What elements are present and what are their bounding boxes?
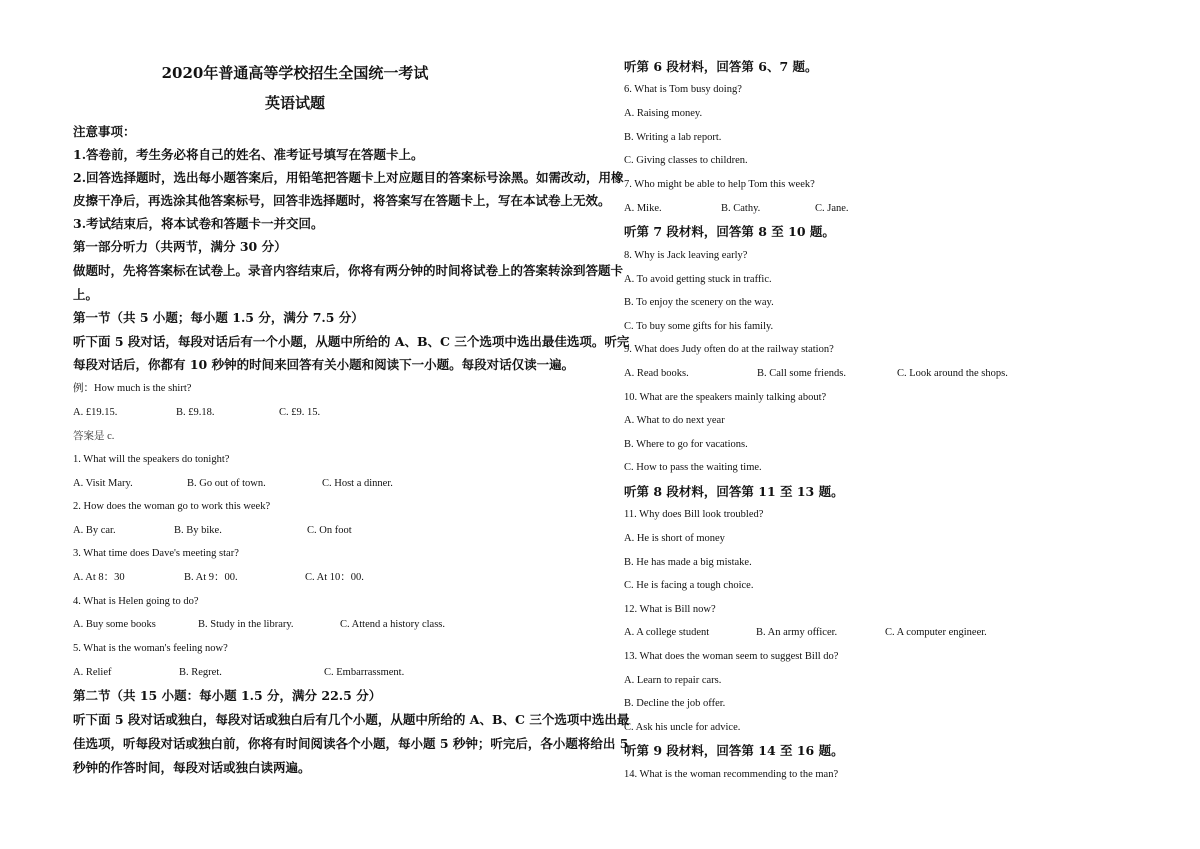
answer-option: A. Mike. bbox=[624, 203, 662, 214]
answer-option: C. How to pass the waiting time. bbox=[624, 462, 762, 473]
answer-option: C. Host a dinner. bbox=[322, 478, 393, 489]
question-text: 4. What is Helen going to do? bbox=[73, 596, 199, 607]
section2-heading: 第二节（共 15 小题：每小题 1.5 分，满分 22.5 分） bbox=[73, 688, 382, 703]
section2-instruction-b: 佳选项，听每段对话或独白前，你将有时间阅读各个小题，每小题 5 秒钟；听完后，各小题将给出 5 bbox=[73, 736, 629, 751]
section2-instruction-c: 秒钟的作答时间，每段对话或独白读两遍。 bbox=[73, 760, 311, 775]
answer-option: A. Buy some books bbox=[73, 619, 156, 630]
section1-heading: 第一节（共 5 小题；每小题 1.5 分，满分 7.5 分） bbox=[73, 310, 364, 325]
question-text: 1. What will the speakers do tonight? bbox=[73, 454, 230, 465]
question-text: 12. What is Bill now? bbox=[624, 604, 716, 615]
question-text: 14. What is the woman recommending to the man? bbox=[624, 769, 839, 780]
question-text: 3. What time does Dave's meeting star? bbox=[73, 548, 239, 559]
question-text: 11. Why does Bill look troubled? bbox=[624, 509, 764, 520]
answer-option: A. Visit Mary. bbox=[73, 478, 133, 489]
answer-option: B. He has made a big mistake. bbox=[624, 557, 752, 568]
notice-item-3: 3.考试结束后，将本试卷和答题卡一并交回。 bbox=[73, 216, 324, 231]
answer-option: A. Raising money. bbox=[624, 108, 703, 119]
material-9-heading: 听第 9 段材料，回答第 14 至 16 题。 bbox=[624, 743, 844, 758]
answer-option: A. By car. bbox=[73, 525, 116, 536]
answer-option: C. Ask his uncle for advice. bbox=[624, 722, 741, 733]
answer-option: B. At 9：00. bbox=[184, 572, 238, 583]
example-option: C. £9. 15. bbox=[279, 407, 321, 418]
answer-option: C. He is facing a tough choice. bbox=[624, 580, 754, 591]
example-option: A. £19.15. bbox=[73, 407, 118, 418]
part1-instruction-a: 做题时，先将答案标在试卷上。录音内容结束后，你将有两分钟的时间将试卷上的答案转涂到答题卡 bbox=[73, 263, 624, 278]
answer-option: B. Regret. bbox=[179, 667, 222, 678]
section1-instruction-b: 每段对话后，你都有 10 秒钟的时间来回答有关小题和阅读下一小题。每段对话仅读一遍。 bbox=[73, 357, 575, 372]
part1-instruction-b: 上。 bbox=[73, 287, 99, 302]
answer-option: A. Read books. bbox=[624, 368, 689, 379]
question-text: 13. What does the woman seem to suggest Bill do? bbox=[624, 651, 839, 662]
answer-option: A. Learn to repair cars. bbox=[624, 675, 722, 686]
answer-option: C. On foot bbox=[307, 525, 352, 536]
answer-option: A. At 8：30 bbox=[73, 572, 125, 583]
answer-option: C. Look around the shops. bbox=[897, 368, 1008, 379]
answer-option: C. A computer engineer. bbox=[885, 627, 987, 638]
part1-heading: 第一部分听力（共两节，满分 30 分） bbox=[73, 239, 287, 254]
answer-option: B. Go out of town. bbox=[187, 478, 266, 489]
answer-option: A. A college student bbox=[624, 627, 710, 638]
answer-option: C. Embarrassment. bbox=[324, 667, 405, 678]
exam-subtitle: 英语试题 bbox=[264, 94, 325, 112]
answer-option: C. Attend a history class. bbox=[340, 619, 445, 630]
question-text: 7. Who might be able to help Tom this week? bbox=[624, 179, 815, 190]
section1-instruction-a: 听下面 5 段对话，每段对话后有一个小题，从题中所给的 A、B、C 三个选项中选出最佳选项。听完 bbox=[73, 334, 630, 349]
answer-option: C. Giving classes to children. bbox=[624, 155, 748, 166]
notice-item-2a: 2.回答选择题时，选出每小题答案后，用铅笔把答题卡上对应题目的答案标号涂黑。如需改动，用橡 bbox=[73, 170, 624, 185]
answer-option: A. He is short of money bbox=[624, 533, 725, 544]
answer-option: A. To avoid getting stuck in traffic. bbox=[624, 274, 772, 285]
answer-option: B. Call some friends. bbox=[757, 368, 846, 379]
answer-option: B. Study in the library. bbox=[198, 619, 294, 630]
answer-option: B. Decline the job offer. bbox=[624, 698, 726, 709]
answer-option: B. Cathy. bbox=[721, 203, 761, 214]
answer-option: A. What to do next year bbox=[624, 415, 725, 426]
notice-item-2b: 皮擦干净后，再选涂其他答案标号，回答非选择题时，将答案写在答题卡上，写在本试卷上无效。 bbox=[73, 193, 611, 208]
notice-heading: 注意事项： bbox=[73, 124, 136, 139]
question-text: 9. What does Judy often do at the railway station? bbox=[624, 344, 834, 355]
answer-option: B. Writing a lab report. bbox=[624, 132, 722, 143]
notice-item-1: 1.答卷前，考生务必将自己的姓名、准考证号填写在答题卡上。 bbox=[73, 147, 424, 162]
question-text: 10. What are the speakers mainly talking about? bbox=[624, 392, 827, 403]
answer-option: B. By bike. bbox=[174, 525, 222, 536]
question-text: 6. What is Tom busy doing? bbox=[624, 84, 742, 95]
example-option: B. £9.18. bbox=[176, 407, 215, 418]
example-question: 例：How much is the shirt? bbox=[73, 383, 192, 394]
material-7-heading: 听第 7 段材料，回答第 8 至 10 题。 bbox=[624, 224, 835, 239]
answer-option: C. At 10：00. bbox=[305, 572, 364, 583]
material-6-heading: 听第 6 段材料，回答第 6、7 题。 bbox=[624, 59, 818, 74]
answer-option: C. Jane. bbox=[815, 203, 849, 214]
exam-title: 2020年普通高等学校招生全国统一考试 bbox=[161, 64, 429, 82]
section2-instruction-a: 听下面 5 段对话或独白，每段对话或独白后有几个小题，从题中所给的 A、B、C 三个选项中选出最 bbox=[73, 712, 630, 727]
question-text: 8. Why is Jack leaving early? bbox=[624, 250, 748, 261]
material-8-heading: 听第 8 段材料，回答第 11 至 13 题。 bbox=[624, 484, 844, 499]
question-text: 2. How does the woman go to work this week? bbox=[73, 501, 271, 512]
example-answer: 答案是 c. bbox=[73, 431, 115, 442]
answer-option: B. An army officer. bbox=[756, 627, 838, 638]
question-text: 5. What is the woman's feeling now? bbox=[73, 643, 228, 654]
answer-option: B. To enjoy the scenery on the way. bbox=[624, 297, 774, 308]
answer-option: A. Relief bbox=[73, 667, 112, 678]
answer-option: B. Where to go for vacations. bbox=[624, 439, 748, 450]
answer-option: C. To buy some gifts for his family. bbox=[624, 321, 774, 332]
